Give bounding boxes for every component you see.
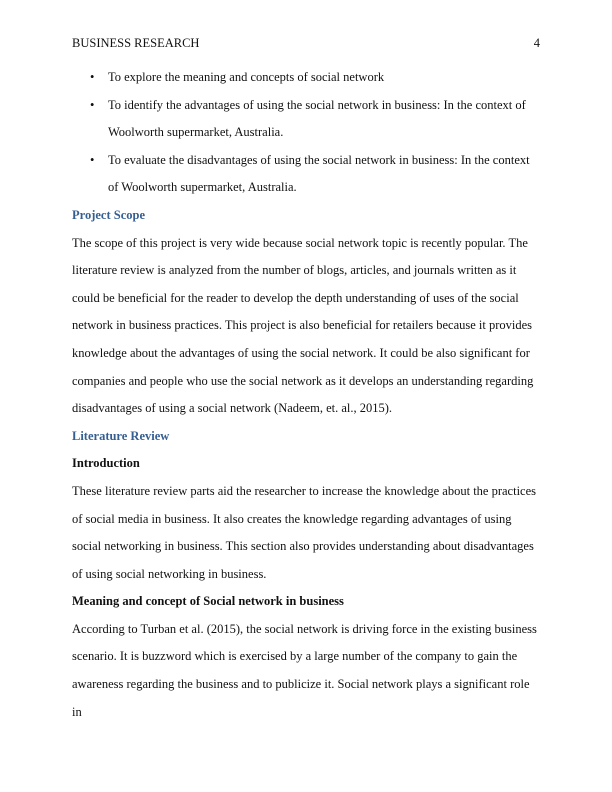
list-item (72, 92, 540, 147)
paragraph-introduction: These literature review parts aid the researcher to increase the knowledge about the practices of social media in business. It also creates the knowledge regarding advantages of using social networking in business. This section also provides understanding about disadvantages of using social networking in business. (72, 483, 537, 581)
list-item (72, 147, 540, 202)
objectives-list (72, 64, 540, 202)
page-header (72, 36, 540, 50)
list-item (72, 64, 540, 92)
list-item-text: To identify the advantages of using the social network in business: In the context of Woolworth supermarket, Australia. (108, 97, 526, 140)
document-body (72, 64, 540, 726)
subsection-heading-meaning: Meaning and concept of Social network in business (72, 594, 344, 609)
page-number: 4 (533, 36, 540, 50)
section-heading-project-scope: Project Scope (72, 207, 146, 222)
bullet-icon: • (90, 70, 95, 84)
bullet-icon: • (90, 152, 95, 167)
paragraph-project-scope: The scope of this project is very wide because social network topic is recently popular. The literature review is analyzed from the number of blogs, articles, and journals written as it could be beneficial for the reader to develop the depth understanding of uses of the social network in business practices. This project is also beneficial for retailers because it provides knowledge about the advantages of using the social network. It could be also significant for companies and people who use the social network as it develops an understanding regarding disadvantages of using a social network (Nadeem, et. al., 2015). (72, 235, 534, 416)
paragraph-meaning: According to Turban et al. (2015), the social network is driving force in the existing business scenario. It is buzzword which is exercised by a large number of the company to gain the awareness regarding the business and to publicize it. Social network plays a significant role in (72, 621, 537, 719)
running-head: BUSINESS RESEARCH (72, 36, 200, 50)
section-heading-literature-review: Literature Review (72, 428, 170, 443)
list-item-text: To evaluate the disadvantages of using the social network in business: In the context of Woolworth supermarket, Australia. (108, 152, 530, 195)
list-item-text: To explore the meaning and concepts of social network (108, 70, 385, 84)
subsection-heading-introduction: Introduction (72, 456, 140, 471)
bullet-icon: • (90, 97, 95, 112)
